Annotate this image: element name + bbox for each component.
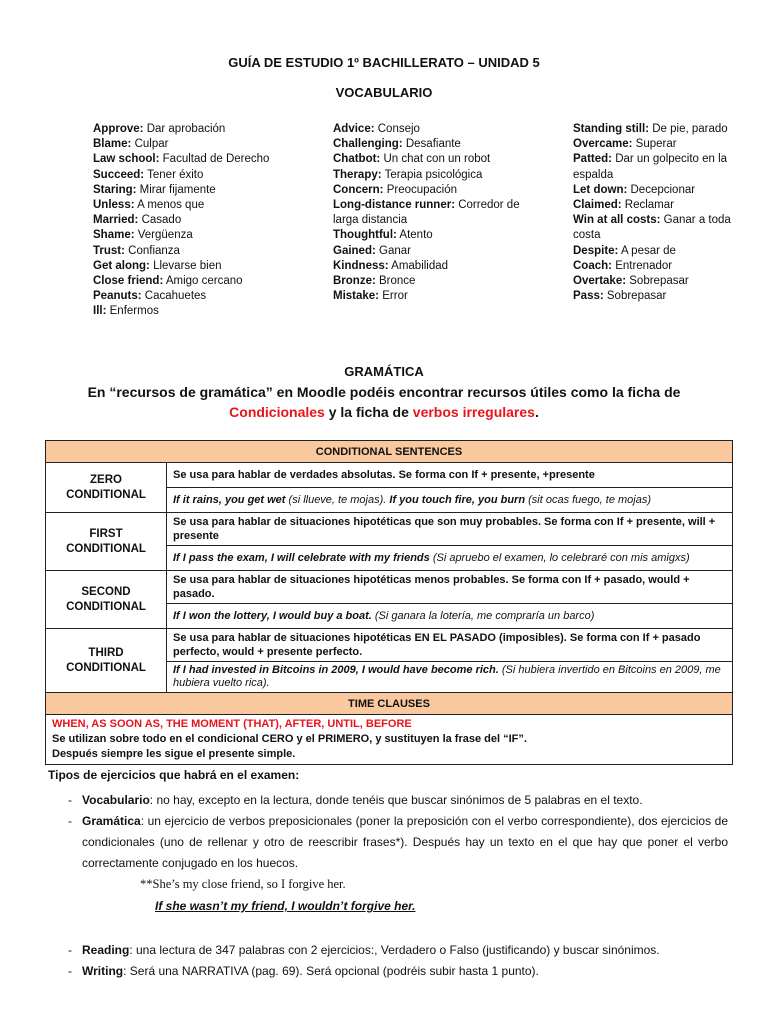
list-dash: - [68, 964, 72, 978]
vocabulary-entry [573, 259, 733, 274]
grammar-intro-mid: y la ficha de [324, 404, 413, 420]
vocabulary-term: Blame: [93, 138, 132, 151]
vocabulary-term: Close friend: [93, 275, 164, 288]
vocabulary-term: Law school: [93, 153, 160, 166]
vocabulary-meaning: Amigo cercano [165, 275, 243, 288]
writing-description: : Será una NARRATIVA (pag. 69). Será opcional (podréis subir hasta 1 punto). [123, 964, 539, 978]
vocabulary-meaning: Reclamar [624, 199, 674, 212]
vocabulary-term: Win at all costs: [573, 214, 661, 227]
label-line: SECOND [81, 585, 131, 598]
vocabulary-meaning: Preocupación [386, 183, 458, 196]
vocabulary-meaning: Desafiante [405, 138, 461, 151]
conditionals-table-header: CONDITIONAL SENTENCES [46, 441, 733, 463]
vocabulary-term: Unless: [93, 199, 135, 212]
example-spanish: (Si ganara la lotería, me compraría un barco) [371, 609, 595, 622]
vocabulary-term: Approve: [93, 123, 144, 135]
vocabulary-label: Vocabulario [82, 793, 150, 807]
vocabulary-term: Long-distance runner: [333, 199, 456, 212]
vocabulary-entry [93, 183, 308, 198]
vocabulary-entry [333, 228, 548, 243]
vocabulary-meaning: Culpar [134, 138, 169, 151]
vocabulary-meaning: Terapia psicológica [384, 168, 483, 181]
vocabulary-entry [93, 289, 308, 304]
vocabulary-meaning: A pesar de [620, 244, 676, 257]
vocabulary-term: Let down: [573, 183, 628, 196]
vocabulary-entry [573, 213, 733, 243]
vocabulary-entry [93, 259, 308, 274]
vocabulary-entry [573, 122, 733, 137]
vocabulary-term: Trust: [93, 244, 125, 257]
vocabulary-term: Thoughtful: [333, 229, 397, 242]
vocabulary-meaning: Sobrepasar [606, 290, 667, 303]
vocabulary-term: Coach: [573, 259, 612, 272]
exam-types-list [68, 790, 728, 874]
label-line: CONDITIONAL [66, 661, 146, 674]
document-title: GUÍA DE ESTUDIO 1º BACHILLERATO – UNIDAD 5 [228, 55, 540, 70]
vocabulary-entry [333, 198, 548, 228]
vocabulary-entry [93, 213, 308, 228]
vocabulary-term: Chatbot: [333, 153, 381, 166]
vocabulary-term: Gained: [333, 244, 376, 257]
list-item [68, 790, 728, 811]
reading-label: Reading [82, 943, 130, 957]
vocabulary-term: Concern: [333, 183, 384, 196]
time-clauses-note: Después siempre les sigue el presente simple. [52, 748, 296, 760]
vocabulary-meaning: A menos que [137, 199, 205, 212]
example-english: If I pass the exam, I will celebrate with my friends [173, 551, 430, 564]
vocabulary-entry [573, 183, 733, 198]
vocabulary-meaning: Cacahuetes [144, 290, 207, 303]
vocabulary-meaning: Mirar fijamente [139, 183, 216, 196]
vocabulary-description: : no hay, excepto en la lectura, donde tenéis que buscar sinónimos de 5 palabras en el texto. [149, 793, 643, 807]
vocabulary-meaning: Decepcionar [630, 183, 696, 196]
vocabulary-entry [93, 122, 308, 137]
vocabulary-term: Ill: [93, 305, 107, 318]
vocabulary-term: Patted: [573, 153, 612, 166]
writing-label: Writing [82, 964, 124, 978]
vocabulary-meaning: Vergüenza [137, 229, 193, 242]
table-row [46, 571, 733, 604]
time-clauses-words: WHEN, AS SOON AS, THE MOMENT (THAT), AFTER, UNTIL, BEFORE [52, 718, 412, 730]
list-dash: - [68, 793, 72, 807]
vocabulary-meaning: Ganar a toda costa [573, 214, 731, 242]
table-row [46, 463, 733, 488]
first-conditional-label [46, 513, 167, 571]
vocabulary-column-1 [93, 122, 308, 320]
vocabulary-meaning: Amabilidad [391, 259, 449, 272]
vocabulary-term: Bronze: [333, 275, 376, 288]
time-clauses-header: TIME CLAUSES [46, 693, 733, 715]
third-conditional-definition: Se usa para hablar de situaciones hipotéticas EN EL PASADO (imposibles). Se forma con If + pasado perfecto, would + presente perfecto. [167, 629, 733, 662]
grammar-label: Gramática [82, 814, 141, 828]
vocabulary-column-2 [333, 122, 548, 304]
vocabulary-meaning: Atento [399, 229, 433, 242]
irregular-verbs-link[interactable]: verbos irregulares [412, 404, 535, 420]
vocabulary-meaning: Casado [141, 214, 182, 227]
table-row [46, 629, 733, 662]
vocabulary-meaning: De pie, parado [652, 123, 728, 135]
vocabulary-entry [333, 274, 548, 289]
vocabulary-entry [333, 168, 548, 183]
table-row [46, 513, 733, 546]
vocabulary-term: Pass: [573, 290, 604, 303]
vocabulary-term: Succeed: [93, 168, 145, 181]
vocabulary-term: Overcame: [573, 138, 633, 151]
vocabulary-entry [573, 274, 733, 289]
vocabulary-meaning: Entrenador [615, 259, 673, 272]
vocabulary-entry [333, 122, 548, 137]
vocabulary-meaning: Corredor de larga distancia [333, 199, 520, 227]
first-conditional-definition: Se usa para hablar de situaciones hipotéticas que son muy probables. Se forma con If + presente, will + presente [167, 513, 733, 546]
vocabulary-meaning: Ganar [379, 244, 411, 257]
zero-conditional-example [167, 488, 733, 513]
second-conditional-definition: Se usa para hablar de situaciones hipotéticas menos probables. Se forma con If + pasado, would + pasado. [167, 571, 733, 604]
vocabulary-meaning: Superar [635, 138, 677, 151]
vocabulary-meaning: Enfermos [109, 305, 159, 318]
vocabulary-term: Married: [93, 214, 139, 227]
rewrite-example-answer: If she wasn’t my friend, I wouldn’t forgive her. [155, 899, 416, 913]
vocabulary-term: Kindness: [333, 259, 389, 272]
reading-description: : una lectura de 347 palabras con 2 ejercicios:, Verdadero o Falso (justificando) y buscar sinónimos. [129, 943, 660, 957]
example-english: If you touch fire, you burn [389, 493, 526, 506]
time-clauses-content [46, 715, 733, 765]
example-english: If I had invested in Bitcoins in 2009, I would have become rich. [173, 664, 499, 676]
vocabulary-meaning: Error [382, 290, 408, 303]
vocabulary-entry [93, 304, 308, 319]
label-line: CONDITIONAL [66, 542, 146, 555]
vocabulary-entry [573, 137, 733, 152]
grammar-intro-text: En “recursos de gramática” en Moodle podéis encontrar recursos útiles como la ficha de [87, 384, 681, 400]
vocabulary-entry [93, 274, 308, 289]
vocabulary-entry [333, 137, 548, 152]
third-conditional-label [46, 629, 167, 693]
label-line: ZERO [90, 473, 122, 486]
list-item [68, 961, 728, 982]
vocabulary-term: Therapy: [333, 168, 382, 181]
vocabulary-term: Standing still: [573, 123, 650, 135]
vocabulary-meaning: Consejo [377, 123, 420, 135]
list-item [68, 811, 728, 874]
vocabulary-entry [573, 152, 733, 182]
vocabulary-entry [333, 289, 548, 304]
label-line: FIRST [89, 527, 123, 540]
zero-conditional-definition: Se usa para hablar de verdades absolutas. Se forma con If + presente, +presente [167, 463, 733, 488]
vocabulary-heading: VOCABULARIO [335, 85, 433, 100]
second-conditional-label [46, 571, 167, 629]
vocabulary-meaning: Confianza [128, 244, 180, 257]
example-spanish: (Si hubiera invertido en Bitcoins en 2009, me hubiera vuelto rica). [173, 664, 721, 689]
zero-conditional-label [46, 463, 167, 513]
grammar-intro-end: . [534, 404, 539, 420]
example-spanish: (sit ocas fuego, te mojas) [525, 493, 652, 506]
vocabulary-term: Get along: [93, 259, 150, 272]
table-row [46, 715, 733, 765]
vocabulary-meaning: Dar un golpecito en la espalda [573, 153, 728, 181]
vocabulary-entry [573, 198, 733, 213]
list-dash: - [68, 814, 72, 828]
vocabulary-meaning: Facultad de Derecho [162, 153, 270, 166]
first-conditional-example [167, 546, 733, 571]
vocabulary-entry [573, 244, 733, 259]
rewrite-example-original: **She’s my close friend, so I forgive her. [140, 877, 346, 891]
conditionals-table [45, 440, 733, 765]
vocabulary-meaning: Dar aprobación [146, 123, 226, 135]
third-conditional-example [167, 662, 733, 693]
vocabulary-term: Peanuts: [93, 290, 142, 303]
vocabulary-term: Overtake: [573, 275, 627, 288]
vocabulary-term: Challenging: [333, 138, 403, 151]
vocabulary-entry [333, 152, 548, 167]
vocabulary-term: Claimed: [573, 199, 622, 212]
vocabulary-entry [93, 228, 308, 243]
vocabulary-meaning: Llevarse bien [153, 259, 222, 272]
vocabulary-column-3 [573, 122, 733, 304]
label-line: THIRD [88, 646, 124, 659]
vocabulary-entry [93, 198, 308, 213]
example-english: If it rains, you get wet [173, 493, 286, 506]
vocabulary-term: Staring: [93, 183, 137, 196]
vocabulary-meaning: Bronce [379, 275, 416, 288]
example-english: If I won the lottery, I would buy a boat. [173, 609, 372, 622]
vocabulary-entry [93, 244, 308, 259]
label-line: CONDITIONAL [66, 600, 146, 613]
vocabulary-entry [93, 137, 308, 152]
vocabulary-entry [333, 244, 548, 259]
vocabulary-term: Advice: [333, 123, 375, 135]
time-clauses-usage: Se utilizan sobre todo en el condicional CERO y el PRIMERO, y sustituyen la frase del “IF”. [52, 733, 527, 745]
conditionals-link[interactable]: Condicionales [229, 404, 325, 420]
grammar-description: : un ejercicio de verbos preposicionales (poner la preposición con el verbo correspondiente), dos ejercicios de condicionales (uno de rellenar y otro de reescribir frases*). Después hay un texto en el que hay que poner el verbo correctamente conjugado en los huecos. [82, 814, 728, 870]
example-spanish: (Si apruebo el examen, lo celebraré con mis amigxs) [429, 551, 690, 564]
exam-types-heading: Tipos de ejercicios que habrá en el examen: [48, 768, 300, 782]
vocabulary-entry [93, 168, 308, 183]
vocabulary-term: Despite: [573, 244, 619, 257]
list-dash: - [68, 943, 72, 957]
list-item [68, 940, 728, 961]
grammar-intro [40, 382, 728, 422]
second-conditional-example [167, 604, 733, 629]
vocabulary-meaning: Sobrepasar [629, 275, 689, 288]
label-line: CONDITIONAL [66, 488, 146, 501]
vocabulary-entry [93, 152, 308, 167]
example-spanish: (si llueve, te mojas). [285, 493, 390, 506]
vocabulary-meaning: Tener éxito [147, 168, 204, 181]
vocabulary-entry [573, 289, 733, 304]
vocabulary-term: Mistake: [333, 290, 380, 303]
vocabulary-entry [333, 259, 548, 274]
vocabulary-meaning: Un chat con un robot [383, 153, 491, 166]
exam-types-list-continued [68, 940, 728, 982]
grammar-heading: GRAMÁTICA [344, 364, 424, 379]
vocabulary-term: Shame: [93, 229, 135, 242]
vocabulary-entry [333, 183, 548, 198]
